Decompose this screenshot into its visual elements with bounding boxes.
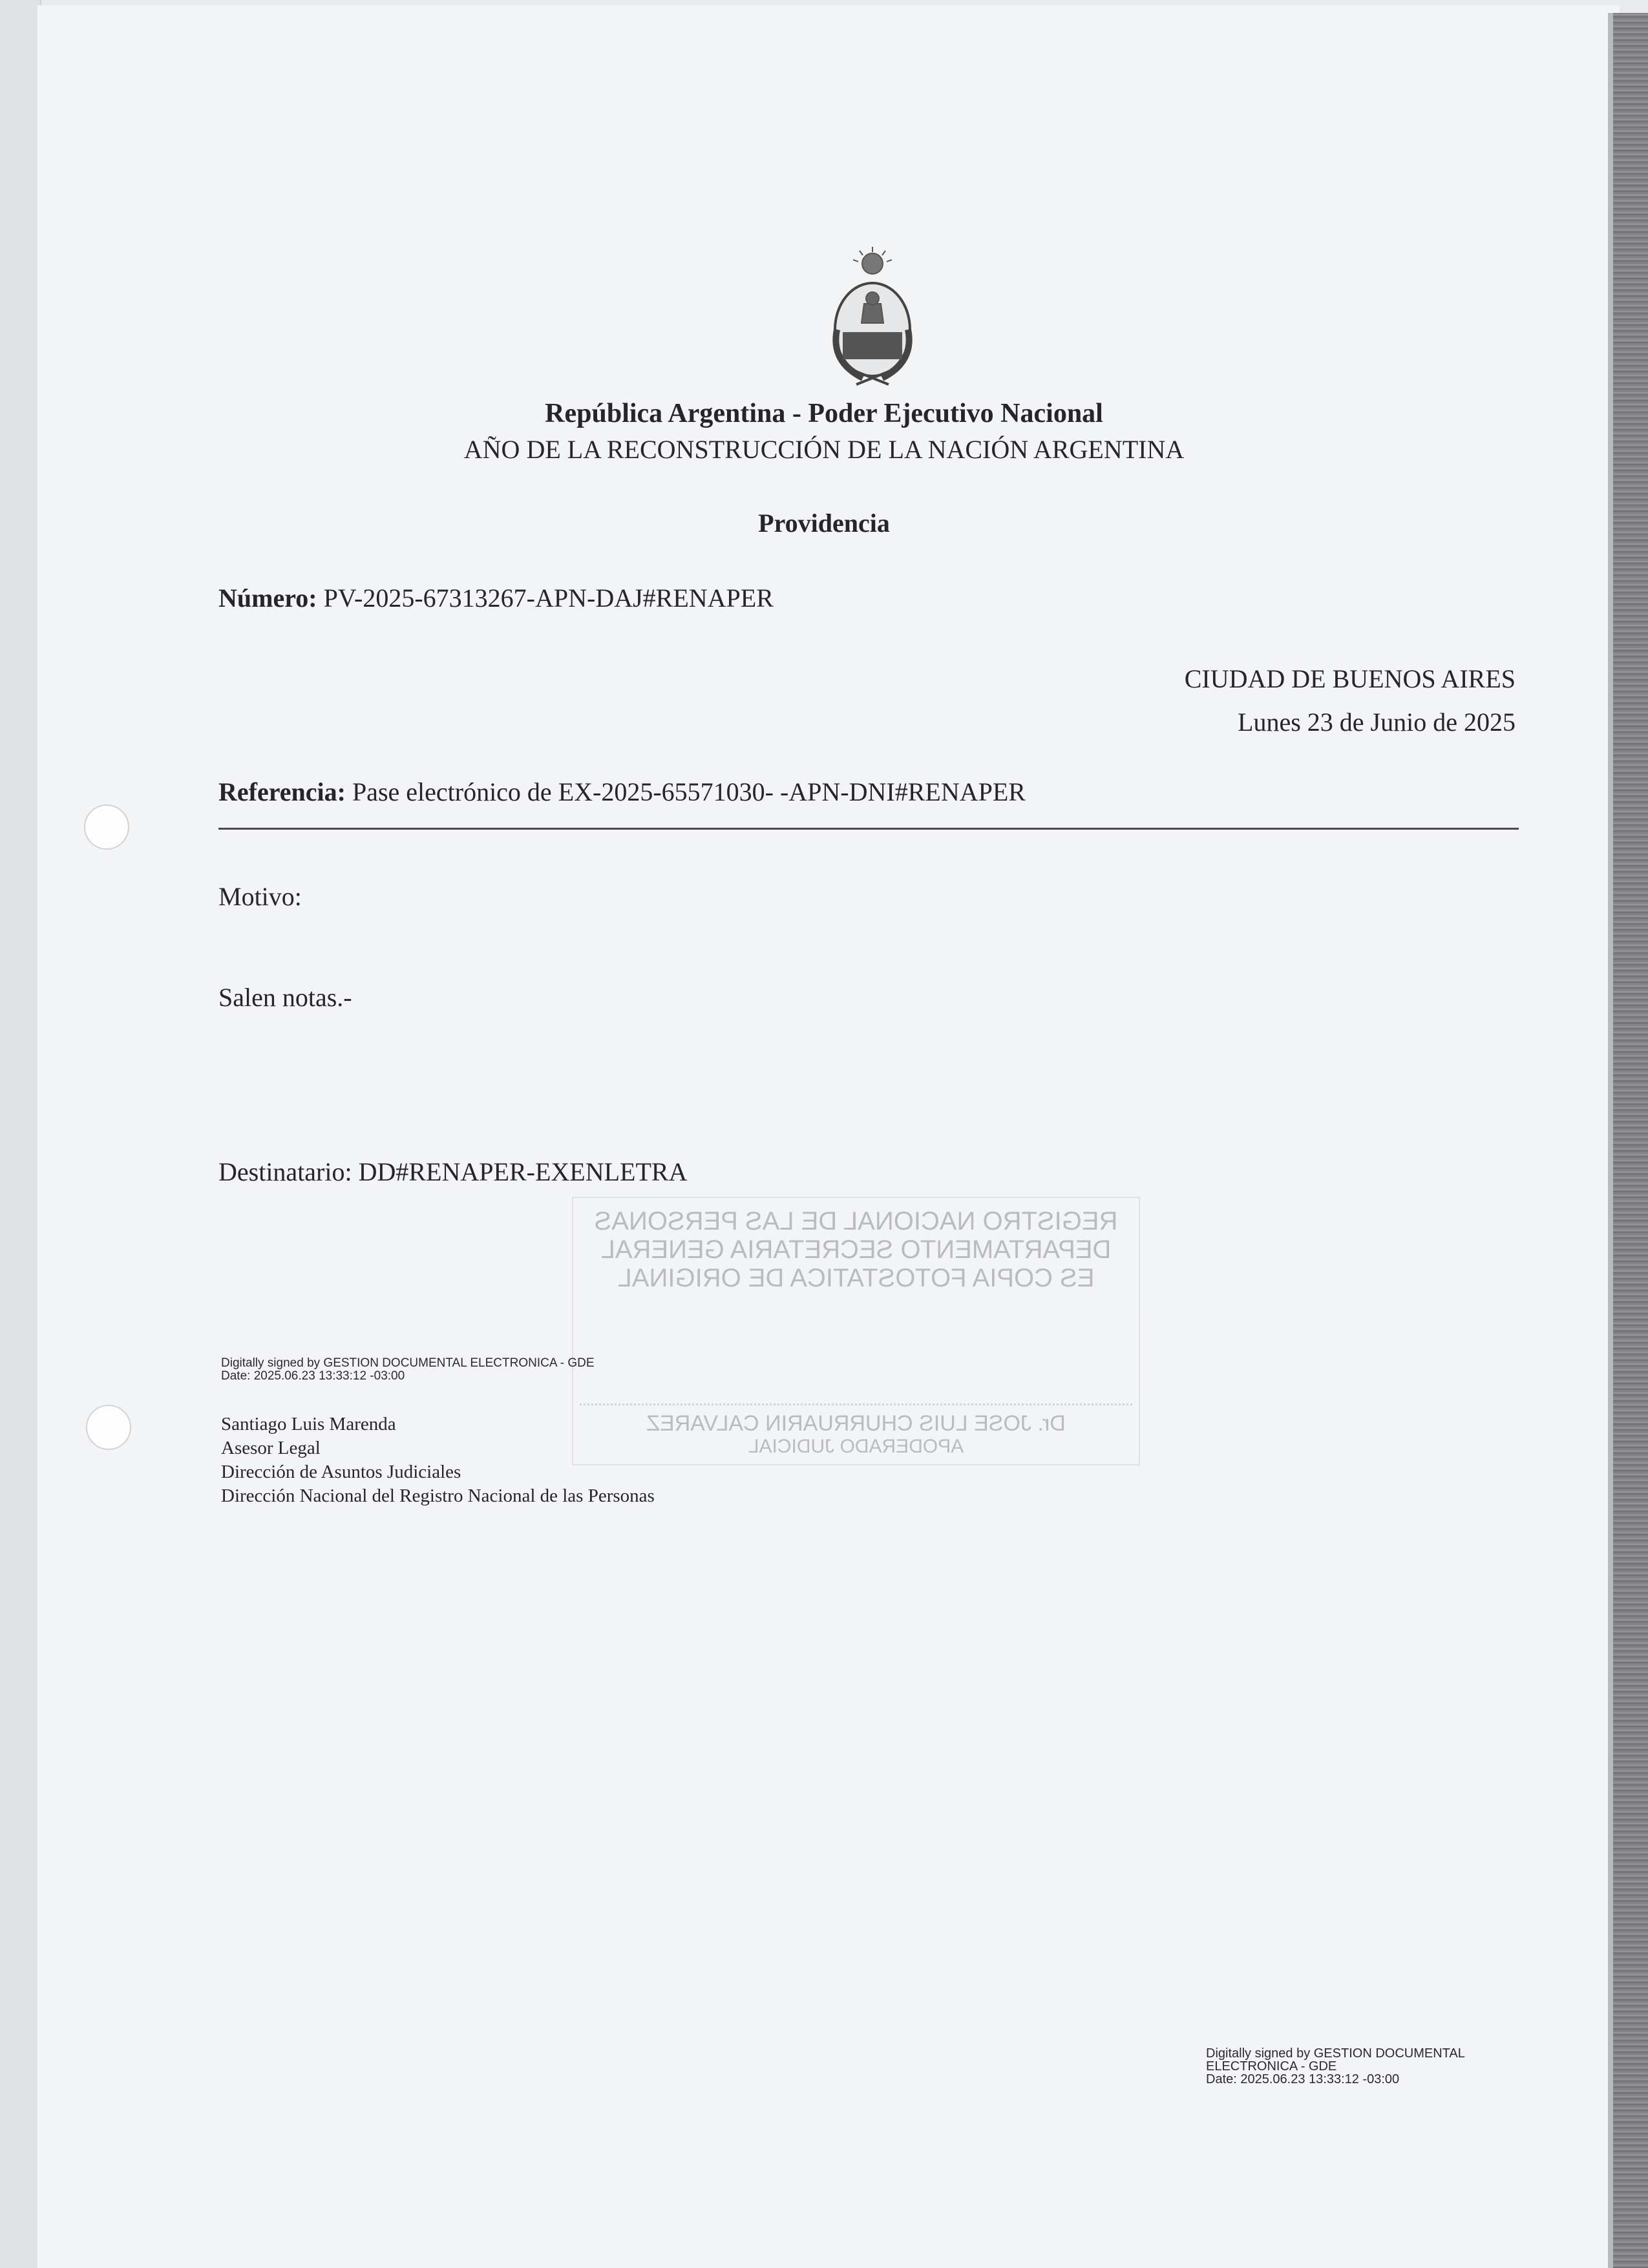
signer-agency: Dirección Nacional del Registro Nacional de las Personas <box>221 1486 655 1506</box>
coat-of-arms-icon <box>818 246 927 394</box>
document-type: Providencia <box>758 509 890 538</box>
stamp-line-4: Dr. JOSE LUIS CHURRUARIN CALVAREZ <box>646 1411 1066 1436</box>
stamp-line-3: ES COPIA FOTOSTATICA DE ORIGINAL <box>617 1264 1095 1292</box>
digital-signature-line-2: Date: 2025.06.23 13:33:12 -03:00 <box>221 1369 405 1383</box>
punch-hole-bottom <box>86 1405 131 1450</box>
document-date: Lunes 23 de Junio de 2025 <box>1238 708 1516 737</box>
place: CIUDAD DE BUENOS AIRES <box>1184 664 1516 693</box>
numero-label: Número: <box>218 583 317 613</box>
stamp-line-5: APODERADO JUDICIAL <box>748 1436 964 1457</box>
motivo-label: Motivo: <box>218 882 302 911</box>
digital-signature-line-1: Digitally signed by GESTION DOCUMENTAL ELECTRONICA - GDE <box>221 1356 595 1370</box>
digital-signature-stamp <box>221 1357 595 1383</box>
numero-value: PV-2025-67313267-APN-DAJ#RENAPER <box>323 583 774 613</box>
footer-signature-line-3: Date: 2025.06.23 13:33:12 -03:00 <box>1206 2072 1400 2086</box>
scan-left-edge <box>0 0 41 2268</box>
stamp-line-1: REGISTRO NACIONAL DE LAS PERSONAS <box>594 1207 1118 1235</box>
signer-office: Dirección de Asuntos Judiciales <box>221 1462 461 1482</box>
scan-right-edge <box>1613 13 1648 2268</box>
header-year-motto: AÑO DE LA RECONSTRUCCIÓN DE LA NACIÓN ARGENTINA <box>463 435 1185 464</box>
numero-line <box>218 583 774 613</box>
footer-digital-signature <box>1206 2047 1465 2086</box>
referencia-line <box>218 777 1026 807</box>
motivo-text: Salen notas.- <box>218 983 352 1012</box>
bleed-through-stamp <box>572 1197 1140 1465</box>
punch-hole-top <box>84 804 129 850</box>
referencia-label: Referencia: <box>218 777 346 806</box>
destinatario: Destinatario: DD#RENAPER-EXENLETRA <box>218 1157 688 1186</box>
footer-signature-line-2: ELECTRONICA - GDE <box>1206 2059 1337 2074</box>
stamp-dotted-line <box>580 1403 1132 1405</box>
footer-signature-line-1: Digitally signed by GESTION DOCUMENTAL <box>1206 2046 1465 2061</box>
referencia-value: Pase electrónico de EX-2025-65571030- -APN-DNI#RENAPER <box>352 777 1026 806</box>
signer-role: Asesor Legal <box>221 1438 321 1458</box>
stamp-line-2: DEPARTAMENTO SECRETARIA GENERAL <box>600 1235 1112 1264</box>
signer-name: Santiago Luis Marenda <box>221 1414 396 1434</box>
signer-block <box>221 1412 655 1508</box>
divider <box>218 828 1519 830</box>
header-republica: República Argentina - Poder Ejecutivo Nacional <box>545 399 1103 428</box>
